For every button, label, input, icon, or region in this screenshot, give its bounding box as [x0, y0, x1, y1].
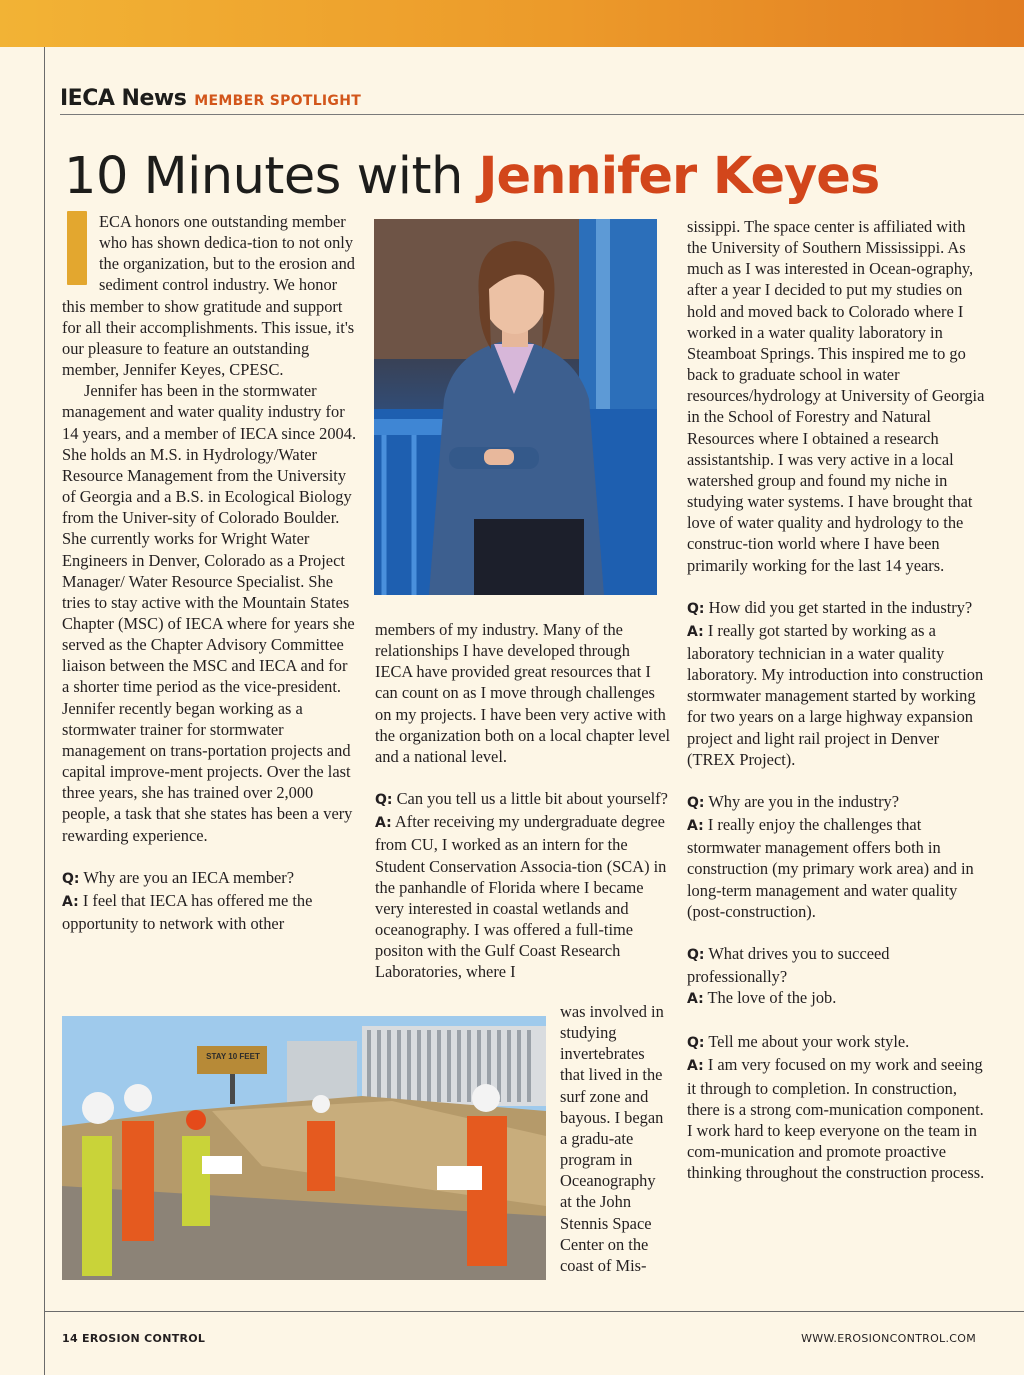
- a-label: A:: [375, 815, 392, 832]
- a-label: A:: [687, 1058, 704, 1075]
- title-prefix: 10 Minutes with: [64, 147, 479, 206]
- answer-2-text: After receiving my undergraduate degree from CU, I worked as an intern for the Student Conservation Associa-tion (SCA) in the panhandle of Florida where I became very interested in coastal wetlands and oceanography. I was offered a full-time positon with the Gulf Coast Research Laboratories, where I: [375, 812, 667, 982]
- question-1-text: Why are you an IECA member?: [83, 867, 295, 887]
- question-5-text: What drives you to succeed professionally?: [687, 943, 890, 986]
- column-2-narrow: [560, 1001, 670, 1276]
- jobsite-photo: [62, 1016, 546, 1280]
- question-3-text: How did you get started in the industry?: [708, 597, 973, 617]
- column-1: [62, 211, 358, 934]
- portrait-illustration: [374, 219, 657, 595]
- answer-5: [687, 987, 987, 1010]
- page-header: [60, 86, 1024, 115]
- drop-cap: [67, 211, 87, 285]
- question-2-text: Can you tell us a little bit about yourself?: [396, 789, 668, 809]
- footer-rule: [44, 1311, 1024, 1312]
- q-label: Q:: [62, 870, 80, 887]
- article-title: [64, 142, 879, 212]
- answer-5-text: The love of the job.: [707, 988, 837, 1008]
- answer-6: [687, 1054, 987, 1183]
- answer-6-text: I am very focused on my work and seeing it through to completion. In construction, there is a strong com-munication component. I work hard to keep everyone on the team in com-munication and promote proactive thinking throughout the construction process.: [687, 1055, 985, 1183]
- folio: 14 EROSION CONTROL: [62, 1332, 206, 1345]
- answer-2: [375, 811, 671, 982]
- question-2: [375, 788, 671, 811]
- a-label: A:: [687, 991, 704, 1008]
- answer-1-continued: members of my industry. Many of the relationships I have developed through IECA have provided great resources that I can count on as I move through challenges on my projects. I have been very active with the organization both on a local chapter level and a national level.: [375, 620, 671, 766]
- answer-3: [687, 620, 987, 770]
- question-1: [62, 867, 358, 890]
- left-margin-rule: [44, 47, 45, 1375]
- website-link[interactable]: WWW.EROSIONCONTROL.COM: [801, 1332, 976, 1345]
- intro-paragraph: [62, 211, 358, 380]
- top-color-bar: [0, 0, 1024, 47]
- q-label: Q:: [687, 600, 705, 617]
- column-3: [687, 216, 987, 1183]
- column-2: [375, 619, 671, 983]
- a-label: A:: [62, 893, 79, 910]
- question-5: [687, 943, 987, 987]
- a-label: A:: [687, 623, 704, 640]
- answer-2-continued: sissippi. The space center is affiliated with the University of Southern Mississippi. As much as I was interested in Ocean-ography, after a year I decided to put my studies on hold and moved back to Colorado where I worked in a water quality laboratory in Steamboat Springs. This inspired me to go back to graduate school in water resources/hydrology at University of Georgia in the School of Forestry and Natural Resources where I obtained a research assistantship. I was very active in a local watershed group and found my niche in studying water systems. I have brought that love of water quality and hydrology to the construc-tion world where I have been primarily working for the last 14 years.: [687, 217, 985, 575]
- question-3: [687, 597, 987, 620]
- section-label: MEMBER SPOTLIGHT: [194, 93, 362, 109]
- answer-2-narrow: was involved in studying invertebrates that lived in the surf zone and bayous. I began a gradu-ate program in Oceanography at the John Stennis Space Center on the coast of Mis-: [560, 1002, 664, 1275]
- question-6-text: Tell me about your work style.: [708, 1032, 910, 1052]
- answer-1-text: I feel that IECA has offered me the opportunity to network with other: [62, 890, 313, 933]
- answer-4-text: I really enjoy the challenges that stormwater management offers both in construction (my primary work area) and in long-term management and water quality (post-construction).: [687, 815, 974, 921]
- question-4: [687, 791, 987, 814]
- title-name: Jennifer Keyes: [478, 147, 880, 206]
- answer-3-text: I really got started by working as a laboratory technician in a water quality laboratory. My introduction into construction stormwater management started by working for two years on a large highway expansion project and light rail project in Denver (TREX Project).: [687, 620, 984, 769]
- answer-4: [687, 814, 987, 922]
- brand-label: IECA News: [60, 86, 187, 111]
- question-6: [687, 1031, 987, 1054]
- q-label: Q:: [375, 792, 393, 809]
- q-label: Q:: [687, 1035, 705, 1052]
- billboard-text: STAY 10 FEET: [206, 1052, 260, 1061]
- question-4-text: Why are you in the industry?: [708, 791, 900, 811]
- intro-text: ECA honors one outstanding member who has shown dedica-tion to not only the organization, but to the erosion and sediment control industry. We honor this member to show gratitude and support for all their accomplishments. This issue, it's our pleasure to feature an outstanding member, Jennifer Keyes, CPESC.: [62, 212, 355, 380]
- a-label: A:: [687, 818, 704, 835]
- bio-paragraph: Jennifer has been in the stormwater management and water quality industry for 14 years, and a member of IECA since 2004. She holds an M.S. in Hydrology/Water Resource Management from the University of Georgia and a B.S. in Ecological Biology from the Univer-sity of Colorado Boulder. She currently works for Wright Water Engineers in Denver, Colorado as a Project Manager/ Water Resource Specialist. She tries to stay active with the Mountain States Chapter (MSC) of IECA where for years she served as the Chapter Advisory Committee liaison between the MSC and IECA and for a shorter time period as the vice-president. Jennifer recently began working as a stormwater trainer for stormwater management on trans-portation projects and capital improve-ment projects. Over the last three years, she has trained over 2,000 people, a task that she states has been a very rewarding experience.: [62, 381, 357, 845]
- q-label: Q:: [687, 794, 705, 811]
- q-label: Q:: [687, 946, 705, 963]
- answer-1: [62, 890, 358, 934]
- portrait-photo: [374, 219, 657, 595]
- jobsite-illustration: [62, 1016, 546, 1280]
